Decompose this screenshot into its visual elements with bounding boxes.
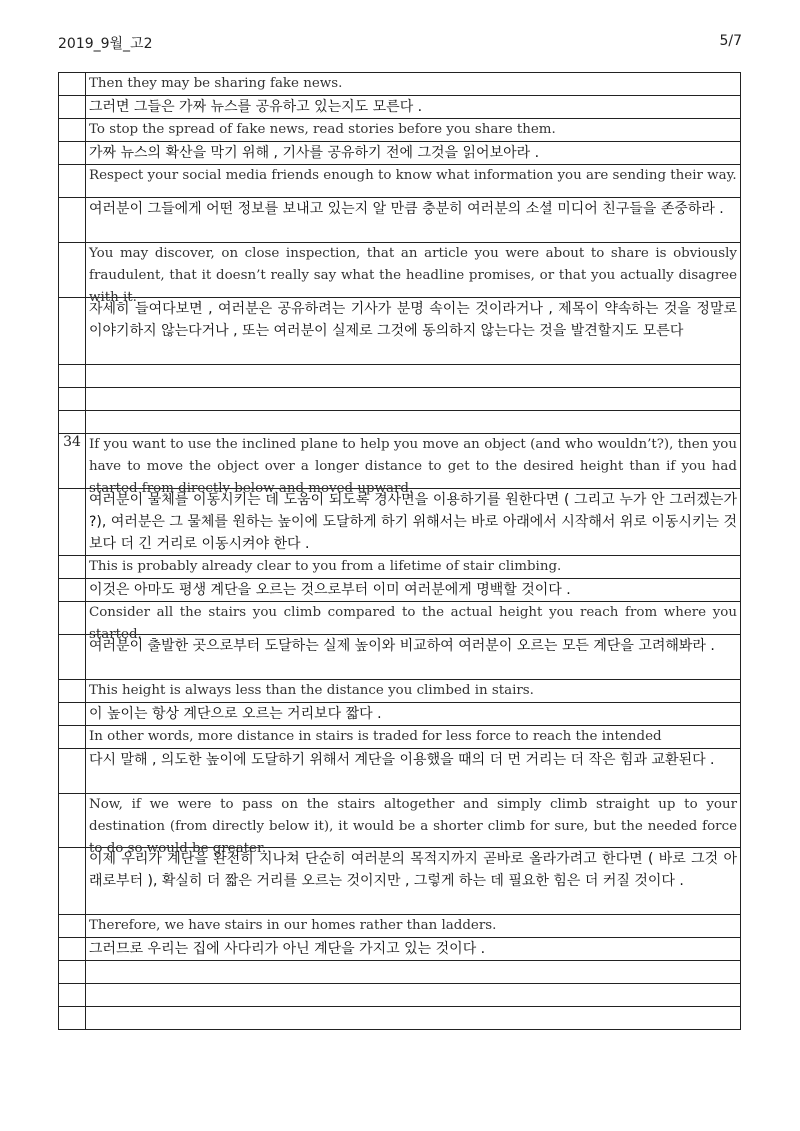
question-number-cell [59,601,86,634]
empty-text [89,961,737,983]
english-sentence-row [59,433,741,488]
empty-text [89,365,737,387]
sentence-cell [86,555,741,578]
question-number-cell: 34 [59,433,86,488]
sentence-cell [86,119,741,142]
question-number-cell [59,848,86,915]
empty-text [89,411,737,433]
question-number-cell [59,725,86,748]
empty-text [89,1007,737,1029]
korean-translation-row [59,142,741,165]
korean-translation-row [59,197,741,242]
korean-text: 이것은 아마도 평생 계단을 오르는 것으로부터 이미 여러분에게 명백할 것이다 . [89,581,571,598]
korean-text: 가짜 뉴스의 확산을 막기 위해 , 기사를 공유하기 전에 그것을 읽어보아라 . [89,145,540,161]
sentence-cell [86,165,741,198]
sentence-table [58,72,741,1030]
english-text: Now, if we were to pass on the stairs altogether and simply climb straight up to your destination (from directly below it), it would be a shorter climb for sure, but the needed force to do so would be greater. [89,796,737,856]
empty-text [89,388,737,410]
korean-text: 여러분이 그들에게 어떤 정보를 보내고 있는지 알 만큼 충분히 여러분의 소셜 미디어 친구들을 존중하라 . [89,200,724,217]
blank-row [59,984,741,1007]
korean-text: 이 높이는 항상 계단으로 오르는 거리보다 짧다 . [89,705,382,722]
question-number-cell [59,165,86,198]
question-number-cell [59,679,86,702]
korean-translation-row [59,488,741,555]
english-sentence-row [59,793,741,848]
question-number-cell [59,555,86,578]
english-text: If you want to use the inclined plane to help you move an object (and who wouldn’t?), then you have to move the object over a longer distance to get to the desired height than if you had started from directly below and moved upward. [89,436,737,496]
question-number-cell [59,1007,86,1030]
english-sentence-row [59,242,741,297]
question-number-cell [59,73,86,96]
english-text: Then they may be sharing fake news. [89,76,343,91]
sentence-cell [86,601,741,642]
english-sentence-row [59,601,741,634]
blank-row [59,364,741,387]
sentence-cell [86,410,741,433]
english-sentence-row [59,119,741,142]
question-number-cell [59,297,86,364]
korean-translation-row [59,634,741,679]
sentence-cell [86,387,741,410]
korean-translation-row [59,848,741,915]
korean-text: 자세히 들여다보면 , 여러분은 공유하려는 기사가 분명 속이는 것이라거나 , 제목이 약속하는 것을 정말로 이야기하지 않는다거나 , 또는 여러분이 실제로 그것에 동의하지 않는다는 것을 발견할지도 모른다 [89,300,737,339]
english-text: Respect your social media friends enough to know what information you are sending their way. [89,168,737,183]
question-number-cell [59,578,86,601]
korean-text: 여러분이 물체를 이동시키는 데 도움이 되도록 경사면을 이용하기를 원한다면 ( 그리고 누가 안 그러겠는가 ?), 여러분은 그 물체를 원하는 높이에 도달하게 하기 위해서는 바로 아래에서 시작해서 위로 이동시키는 것보다 더 긴 거리로 이동시켜야 한다 . [89,491,737,552]
question-number-cell [59,702,86,725]
sentence-cell [86,297,741,364]
sentence-cell [86,984,741,1007]
question-number-cell [59,793,86,848]
english-sentence-row [59,915,741,938]
sentence-cell [86,73,741,96]
english-text: This is probably already clear to you from a lifetime of stair climbing. [89,558,562,574]
english-text: You may discover, on close inspection, that an article you were about to share is obviously fraudulent, that it doesn’t really say what the headline promises, or that you actually disagree with it. [89,245,737,305]
english-text: Therefore, we have stairs in our homes rather than ladders. [89,918,497,934]
english-sentence-row [59,73,741,96]
sentence-cell [86,96,741,119]
korean-text: 여러분이 출발한 곳으로부터 도달하는 실제 높이와 비교하여 여러분이 오르는 모든 계단을 고려해봐라 . [89,637,715,654]
sentence-cell [86,1007,741,1030]
sentence-table-body [59,73,741,1030]
page-number: 5/7 [719,33,742,49]
english-sentence-row [59,679,741,702]
header-left: 2019_9월_고2 [58,36,153,52]
english-sentence-row [59,555,741,578]
sentence-cell [86,938,741,961]
english-text: To stop the spread of fake news, read stories before you share them. [89,122,556,137]
sentence-cell [86,433,741,496]
sentence-cell [86,915,741,938]
sentence-cell [86,364,741,387]
sentence-cell [86,242,741,305]
korean-translation-row [59,96,741,119]
empty-text [89,984,737,1006]
sentence-cell [86,848,741,915]
sentence-cell [86,197,741,242]
sentence-cell [86,679,741,702]
question-number-cell [59,387,86,410]
korean-translation-row [59,938,741,961]
question-number-cell [59,938,86,961]
korean-translation-row [59,297,741,364]
question-number-cell [59,488,86,555]
english-text: In other words, more distance in stairs is traded for less force to reach the intended [89,728,662,744]
blank-row [59,961,741,984]
korean-translation-row [59,702,741,725]
korean-text: 이제 우리가 계단을 완전히 지나쳐 단순히 여러분의 목적지까지 곧바로 올라가려고 한다면 ( 바로 그것 아래로부터 ), 확실히 더 짧은 거리를 오르는 것이지만 , 그렇게 하는 데 필요한 힘은 더 커질 것이다 . [89,851,737,890]
sentence-cell [86,748,741,793]
question-number-cell [59,748,86,793]
sentence-cell [86,142,741,165]
blank-row [59,410,741,433]
korean-text: 그러면 그들은 가짜 뉴스를 공유하고 있는지도 모른다 . [89,99,423,115]
question-number-cell [59,410,86,433]
question-number-cell [59,364,86,387]
question-number-cell [59,119,86,142]
sentence-cell [86,725,741,748]
question-number-cell [59,197,86,242]
english-text: This height is always less than the distance you climbed in stairs. [89,682,534,698]
sentence-cell [86,578,741,601]
question-number-cell [59,142,86,165]
korean-text: 다시 말해 , 의도한 높이에 도달하기 위해서 계단을 이용했을 때의 더 먼 거리는 더 작은 힘과 교환된다 . [89,751,715,768]
english-text: Consider all the stairs you climb compared to the actual height you reach from where you started. [89,604,737,642]
korean-text: 그러므로 우리는 집에 사다리가 아닌 계단을 가지고 있는 것이다 . [89,941,486,958]
korean-translation-row [59,748,741,793]
sentence-cell [86,793,741,856]
english-sentence-row [59,725,741,748]
question-number-cell [59,96,86,119]
sentence-cell [86,961,741,984]
sentence-cell [86,702,741,725]
question-number-cell [59,634,86,679]
question-number-cell [59,242,86,297]
question-number-cell [59,984,86,1007]
question-number-cell [59,915,86,938]
korean-translation-row [59,578,741,601]
english-sentence-row [59,165,741,198]
blank-row [59,1007,741,1030]
sentence-cell [86,634,741,679]
blank-row [59,387,741,410]
question-number-cell [59,961,86,984]
sentence-cell [86,488,741,555]
